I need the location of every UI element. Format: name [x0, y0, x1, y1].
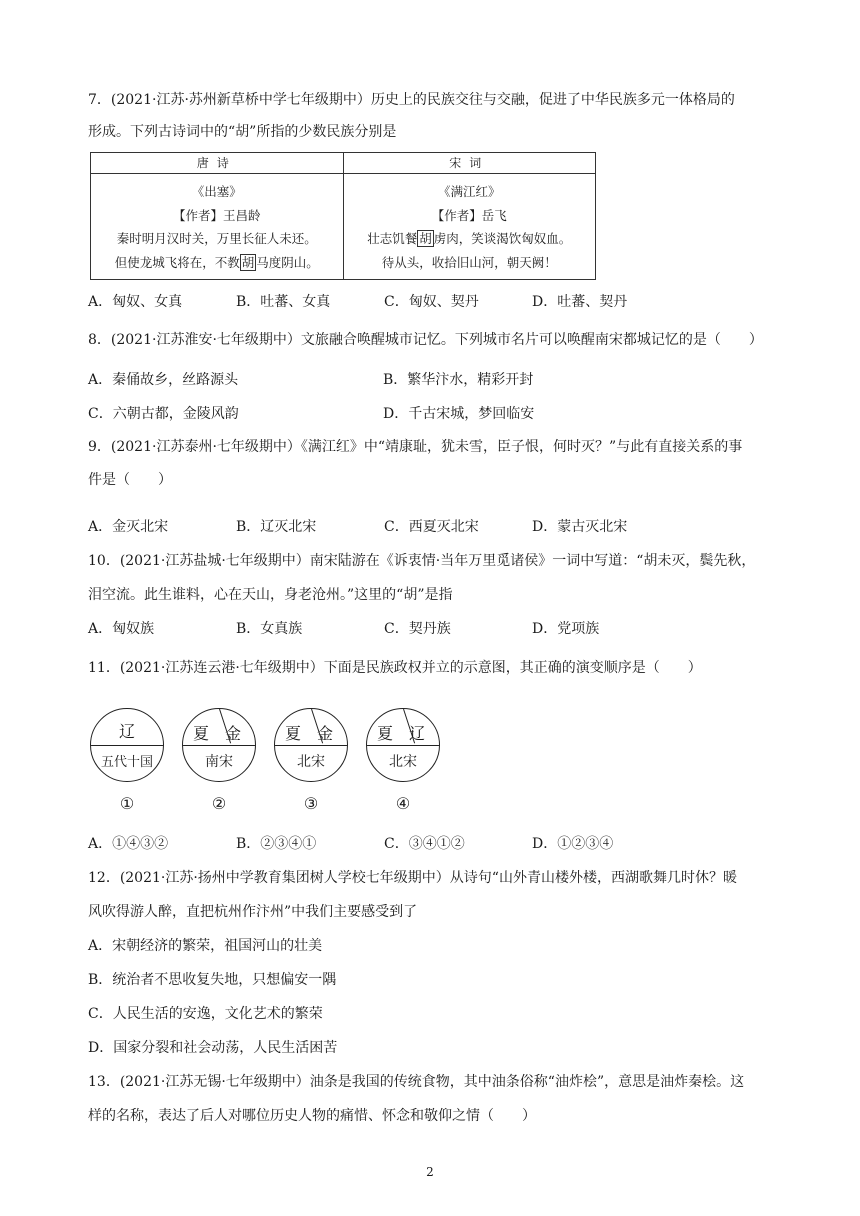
- q10-options: [88, 619, 680, 639]
- diagram-circle-3: [274, 708, 348, 782]
- diagram-circle-4: [366, 708, 440, 782]
- q12-option-a[interactable]: A．宋朝经济的繁荣，祖国河山的壮美: [88, 938, 323, 954]
- song-ci-title: 《满江红》: [437, 183, 501, 199]
- poem-table: [90, 152, 596, 280]
- circle-3-number: ③: [303, 794, 319, 813]
- diagram-circle-2: [182, 708, 256, 782]
- q9-option-a[interactable]: A．金灭北宋: [88, 519, 169, 535]
- q7-option-b[interactable]: B．吐蕃、女真: [236, 294, 331, 310]
- q12-option-c[interactable]: C．人民生活的安逸，文化艺术的繁荣: [88, 1006, 323, 1022]
- song-ci-column: [343, 174, 596, 279]
- q12-stem-line2: 风吹得游人醉，直把杭州作汴州”中我们主要感受到了: [88, 904, 418, 920]
- q8-option-b[interactable]: B．繁华汴水，精彩开封: [383, 372, 534, 388]
- q9-stem-line1: 9．(2021·江苏泰州·七年级期中）《满江红》中“靖康耻，犹未雪，臣子恨，何时灭？”与此有直接关系的事: [88, 439, 743, 455]
- q11-option-b[interactable]: B．②③④①: [236, 836, 317, 852]
- q9-option-b[interactable]: B．辽灭北宋: [236, 519, 317, 535]
- q8-options-row1: [88, 370, 678, 390]
- q7-option-d[interactable]: D．吐蕃、契丹: [532, 294, 628, 310]
- q9-options: [88, 517, 680, 537]
- q8-stem: 8．(2021·江苏淮安·七年级期中）文旅融合唤醒城市记忆。下列城市名片可以唤醒南宋都城记忆的是（ ）: [88, 332, 763, 348]
- page-number: 2: [426, 1165, 434, 1179]
- circle-3-top-right-label: 金: [317, 724, 334, 743]
- q10-option-b[interactable]: B．女真族: [236, 621, 303, 637]
- circle-4-top-right-label: 辽: [409, 724, 426, 743]
- q10-option-a[interactable]: A．匈奴族: [88, 621, 155, 637]
- circle-3-bottom-label: 北宋: [297, 754, 325, 770]
- q7-options: [88, 292, 680, 312]
- q11-option-a[interactable]: A．①④③②: [88, 836, 169, 852]
- circle-1-bottom-label: 五代十国: [100, 755, 153, 770]
- q11-stem: 11．(2021·江苏连云港·七年级期中）下面是民族政权并立的示意图，其正确的演变顺序是（ ）: [88, 660, 702, 676]
- q11-option-d[interactable]: D．①②③④: [532, 836, 614, 852]
- poem-table-left-header: 唐诗: [196, 156, 237, 170]
- tang-poem-hu-highlight: 胡: [241, 255, 255, 271]
- song-ci-line1: 壮志饥餐 胡 虏肉，笑谈渴饮匈奴血。: [367, 231, 572, 247]
- tang-poem-author: 【作者】王昌龄: [172, 207, 261, 223]
- q9-option-c[interactable]: C．西夏灭北宋: [384, 519, 479, 535]
- q7-stem-line1: 7．(2021·江苏·苏州新草桥中学七年级期中）历史上的民族交往与交融，促进了中华民族多元一体格局的: [88, 92, 735, 108]
- diagram-circle-1: [90, 708, 164, 782]
- q8-option-d[interactable]: D．千古宋城，梦回临安: [383, 406, 535, 422]
- circle-2-bottom-label: 南宋: [205, 754, 233, 770]
- q12-stem-line1: 12．(2021·江苏·扬州中学教育集团树人学校七年级期中）从诗句“山外青山楼外楼，西湖歌舞几时休？暖: [88, 870, 737, 886]
- circle-1-top-label: 辽: [118, 722, 135, 741]
- q10-stem-line1: 10．(2021·江苏盐城·七年级期中）南宋陆游在《诉衷情·当年万里觅诸侯》一词中写道：“胡未灭，鬓先秋，: [88, 553, 756, 569]
- circle-2-top-left-label: 夏: [193, 724, 210, 743]
- tang-poem-line1: 秦时明月汉时关，万里长征人未还。: [116, 231, 317, 247]
- q9-stem-line2: 件是（ ）: [88, 472, 172, 488]
- circle-4-bottom-label: 北宋: [389, 754, 417, 770]
- circle-2-top-right-label: 金: [225, 724, 242, 743]
- tang-poem-column: [91, 174, 343, 279]
- poem-table-right-header: 宋词: [343, 153, 596, 173]
- q8-option-c[interactable]: C．六朝古都，金陵风韵: [88, 406, 239, 422]
- circle-4-top-left-label: 夏: [377, 724, 394, 743]
- q13-stem-line1: 13．(2021·江苏无锡·七年级期中）油条是我国的传统食物，其中油条俗称“油炸桧”，意思是油炸秦桧。这: [88, 1074, 745, 1090]
- circle-3-top-left-label: 夏: [285, 724, 302, 743]
- circle-4-number: ④: [395, 794, 411, 813]
- song-ci-author: 【作者】岳飞: [431, 207, 507, 223]
- q10-option-d[interactable]: D．党项族: [532, 621, 600, 637]
- q8-options-row2: [88, 404, 678, 424]
- song-ci-hu-highlight: 胡: [419, 231, 432, 247]
- q11-option-c[interactable]: C．③④①②: [384, 836, 465, 852]
- tang-poem-line2: 但使龙城飞将在，不教 胡 马度阴山。: [114, 255, 319, 271]
- q13-stem-line2: 样的名称，表达了后人对哪位历史人物的痛惜、怀念和敬仰之情（ ）: [88, 1108, 536, 1124]
- tang-poem-title: 《出塞》: [191, 183, 242, 199]
- q12-option-b[interactable]: B．统治者不思收复失地，只想偏安一隅: [88, 972, 337, 988]
- q8-option-a[interactable]: A．秦俑故乡，丝路源头: [88, 372, 239, 388]
- q12-option-d[interactable]: D．国家分裂和社会动荡，人民生活困苦: [88, 1040, 338, 1056]
- q9-option-d[interactable]: D．蒙古灭北宋: [532, 519, 628, 535]
- q10-option-c[interactable]: C．契丹族: [384, 621, 451, 637]
- q7-option-a[interactable]: A．匈奴、女真: [88, 294, 183, 310]
- q11-options: [88, 834, 680, 854]
- q7-option-c[interactable]: C．匈奴、契丹: [384, 294, 479, 310]
- circle-1-number: ①: [119, 794, 135, 813]
- song-ci-line2: 待从头，收拾旧山河，朝天阙！: [381, 255, 557, 271]
- circle-2-number: ②: [211, 794, 227, 813]
- q7-stem-line2: 形成。下列古诗词中的“胡”所指的少数民族分别是: [88, 124, 397, 140]
- q10-stem-line2: 泪空流。此生谁料，心在天山，身老沧州。”这里的“胡”是指: [88, 587, 453, 603]
